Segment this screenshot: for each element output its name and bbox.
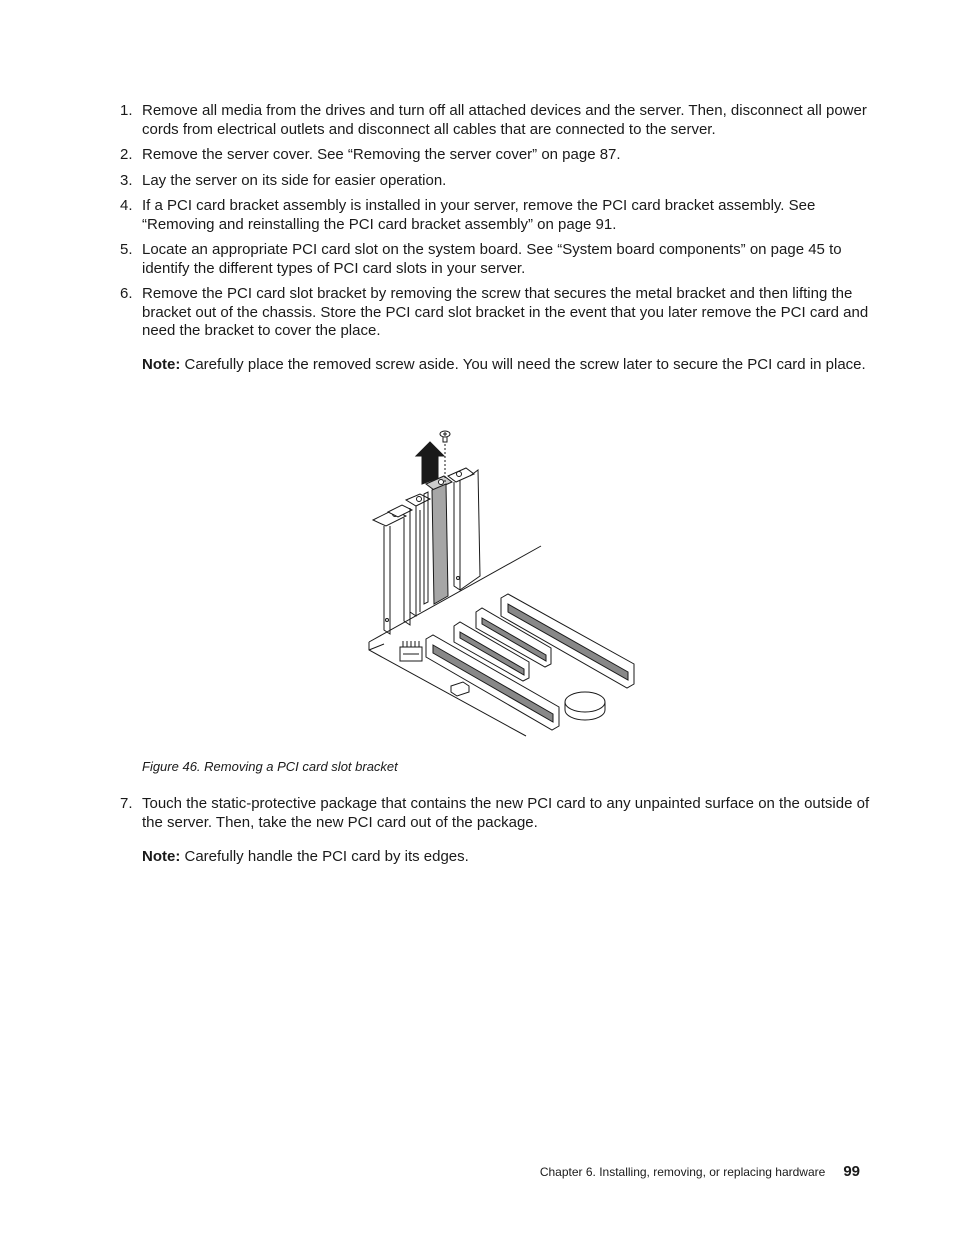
- chapter-title: Chapter 6. Installing, removing, or replacing hardware: [539, 1165, 826, 1179]
- slot-bracket-6: [448, 468, 480, 590]
- coin-battery: [565, 692, 605, 720]
- step-5: 5. Locate an appropriate PCI card slot on the system board. See “System board components” on page 45 to identify the different types of PCI card slots in your server.: [120, 241, 842, 277]
- step-4: 4. If a PCI card bracket assembly is installed in your server, remove the PCI card bracket assembly. See “Removing and reinstalling the PCI card bracket assembly” on page 91.: [120, 197, 816, 233]
- steps-list: [118, 102, 878, 348]
- slot-bracket-3: [406, 494, 430, 616]
- slot-bracket-removed-highlighted: [426, 476, 452, 604]
- figure-caption: Figure 46. Removing a PCI card slot bracket: [142, 759, 398, 774]
- step-3: 3. Lay the server on its side for easier operation.: [120, 171, 447, 189]
- step-6: 6. Remove the PCI card slot bracket by removing the screw that secures the metal bracket and then lifting the bracket out of the chassis. Store the PCI card slot bracket in the event that you later remove the PCI card and need the bracket to cover the place.: [120, 285, 869, 339]
- screw-icon: [440, 431, 450, 442]
- step-1: 1. Remove all media from the drives and turn off all attached devices and the server. Then, disconnect all power cords from electrical outlets and disconnect all cables that are connected to the server.: [120, 102, 867, 138]
- step-7: 7. Touch the static-protective package that contains the new PCI card to any unpainted surface on the outside of the server. Then, take the new PCI card out of the package.: [120, 795, 870, 831]
- slot-bracket-4: [424, 492, 428, 604]
- pin-header: [400, 641, 422, 661]
- note-handle-card: Note: Carefully handle the PCI card by its edges.: [142, 848, 469, 865]
- step-2: 2. Remove the server cover. See “Removing the server cover” on page 87.: [120, 146, 621, 163]
- page-footer: [540, 1163, 860, 1180]
- note-screw: Note: Carefully place the removed screw aside. You will need the screw later to secure the PCI card in place.: [142, 356, 866, 373]
- steps-list-continued: [118, 795, 878, 839]
- chip: [451, 682, 469, 696]
- page-number: 99: [843, 1163, 860, 1180]
- pci-bracket-removal-illustration: [366, 426, 638, 738]
- slot-bracket-1: [373, 510, 406, 634]
